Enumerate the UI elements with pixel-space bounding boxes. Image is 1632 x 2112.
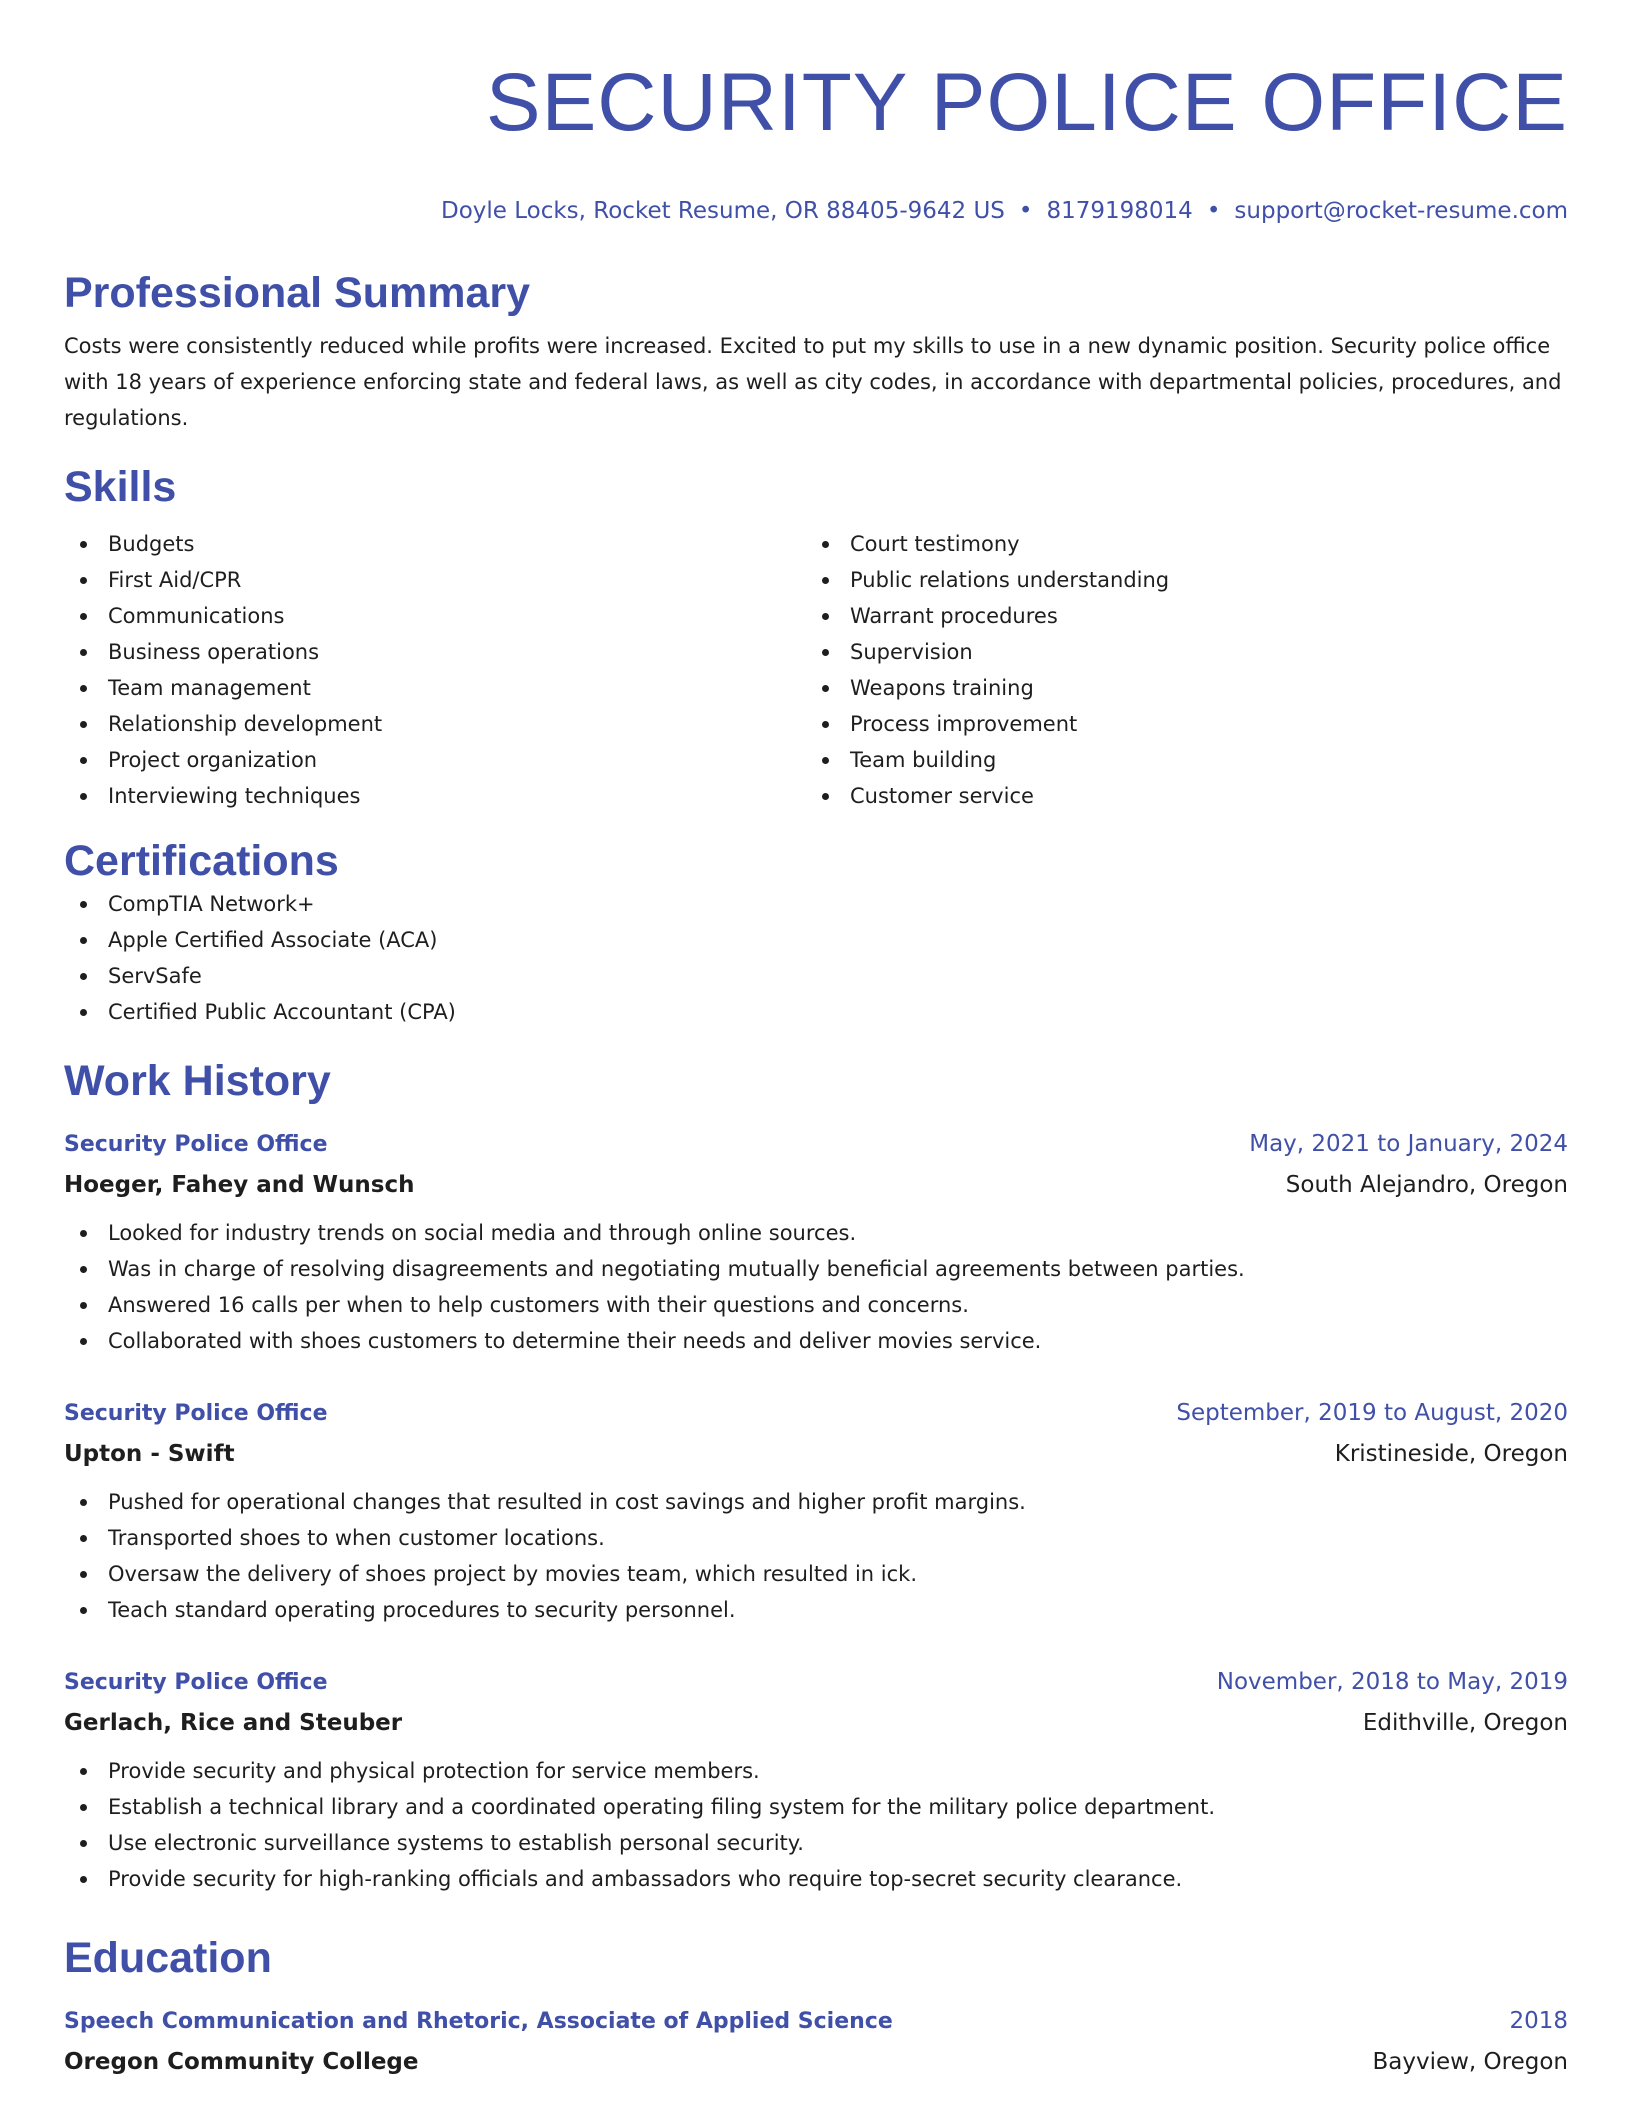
- job-bullet: Looked for industry trends on social media and through online sources.: [64, 1215, 1568, 1251]
- skill-item: Warrant procedures: [806, 598, 1548, 634]
- certification-item: ServSafe: [64, 958, 1568, 994]
- job-location: Edithville, Oregon: [1362, 1710, 1568, 1736]
- job-bullet: Transported shoes to when customer locations.: [64, 1520, 1568, 1556]
- job-bullet: Establish a technical library and a coordinated operating filing system for the military police department.: [64, 1789, 1568, 1825]
- job-company: Hoeger, Fahey and Wunsch: [64, 1172, 415, 1198]
- skills-list-right: [806, 526, 1548, 814]
- certifications-list: [64, 886, 1568, 1030]
- job-bullet: Collaborated with shoes customers to determine their needs and deliver movies service.: [64, 1323, 1568, 1359]
- contact-separator: •: [1018, 198, 1033, 224]
- certification-item: Apple Certified Associate (ACA): [64, 922, 1568, 958]
- job-location: South Alejandro, Oregon: [1285, 1172, 1568, 1198]
- section-title-education: Education: [64, 1934, 272, 1982]
- certification-item: CompTIA Network+: [64, 886, 1568, 922]
- job-entry: [64, 1124, 1568, 1359]
- skill-item: Public relations understanding: [806, 562, 1548, 598]
- contact-address: Doyle Locks, Rocket Resume, OR 88405-9642 US: [440, 198, 1005, 224]
- contact-phone: 8179198014: [1046, 198, 1193, 224]
- job-company: Upton - Swift: [64, 1441, 235, 1467]
- skills-columns: [64, 526, 1568, 814]
- skill-item: Team management: [64, 670, 806, 706]
- contact-email[interactable]: support@rocket-resume.com: [1234, 198, 1568, 224]
- skill-item: Interviewing techniques: [64, 778, 806, 814]
- education-entry: [64, 2001, 1568, 2082]
- candidate-name: SECURITY POLICE OFFICE: [485, 57, 1568, 148]
- section-title-certifications: Certifications: [64, 837, 339, 885]
- job-dates: May, 2021 to January, 2024: [1249, 1131, 1568, 1157]
- job-dates: November, 2018 to May, 2019: [1216, 1669, 1568, 1695]
- job-title: Security Police Office: [64, 1401, 328, 1426]
- job-company: Gerlach, Rice and Steuber: [64, 1710, 403, 1736]
- skill-item: Team building: [806, 742, 1548, 778]
- job-entry: [64, 1393, 1568, 1628]
- job-location: Kristineside, Oregon: [1334, 1441, 1568, 1467]
- summary-text: Costs were consistently reduced while profits were increased. Excited to put my skills to use in a new dynamic position. Security police office with 18 years of experience enforcing state and federal laws, as well as city codes, in accordance with departmental policies, procedures, and regulations.: [64, 334, 1562, 430]
- resume-header: [64, 58, 1568, 226]
- skill-item: Supervision: [806, 634, 1548, 670]
- job-bullet: Answered 16 calls per when to help customers with their questions and concerns.: [64, 1287, 1568, 1323]
- resume-page: [64, 0, 1568, 2082]
- skill-item: Process improvement: [806, 706, 1548, 742]
- section-title-summary: Professional Summary: [64, 269, 531, 317]
- skill-item: Weapons training: [806, 670, 1548, 706]
- education-location: Bayview, Oregon: [1372, 2049, 1568, 2075]
- education-school: Oregon Community College: [64, 2049, 419, 2075]
- skill-item: Budgets: [64, 526, 806, 562]
- skill-item: First Aid/CPR: [64, 562, 806, 598]
- skill-item: Court testimony: [806, 526, 1548, 562]
- job-bullet: Teach standard operating procedures to security personnel.: [64, 1592, 1568, 1628]
- job-bullets: [64, 1753, 1568, 1897]
- job-title: Security Police Office: [64, 1670, 328, 1695]
- skill-item: Project organization: [64, 742, 806, 778]
- contact-separator: •: [1206, 198, 1221, 224]
- job-bullet: Pushed for operational changes that resulted in cost savings and higher profit margins.: [64, 1484, 1568, 1520]
- job-dates: September, 2019 to August, 2020: [1176, 1400, 1568, 1426]
- section-title-work-history: Work History: [64, 1057, 331, 1105]
- skill-item: Business operations: [64, 634, 806, 670]
- education-degree: Speech Communication and Rhetoric, Associate of Applied Science: [64, 2009, 893, 2034]
- job-entry: [64, 1662, 1568, 1897]
- job-bullet: Use electronic surveillance systems to establish personal security.: [64, 1825, 1568, 1861]
- job-bullet: Oversaw the delivery of shoes project by movies team, which resulted in ick.: [64, 1556, 1568, 1592]
- job-bullet: Was in charge of resolving disagreements and negotiating mutually beneficial agreements between parties.: [64, 1251, 1568, 1287]
- certification-item: Certified Public Accountant (CPA): [64, 994, 1568, 1030]
- job-bullet: Provide security for high-ranking officials and ambassadors who require top-secret security clearance.: [64, 1861, 1568, 1897]
- skills-list-left: [64, 526, 806, 814]
- contact-line: [64, 196, 1568, 226]
- skill-item: Relationship development: [64, 706, 806, 742]
- job-bullets: [64, 1215, 1568, 1359]
- job-bullet: Provide security and physical protection for service members.: [64, 1753, 1568, 1789]
- job-title: Security Police Office: [64, 1132, 328, 1157]
- job-bullets: [64, 1484, 1568, 1628]
- skill-item: Customer service: [806, 778, 1548, 814]
- section-title-skills: Skills: [64, 463, 177, 511]
- education-year: 2018: [1509, 2008, 1568, 2034]
- skill-item: Communications: [64, 598, 806, 634]
